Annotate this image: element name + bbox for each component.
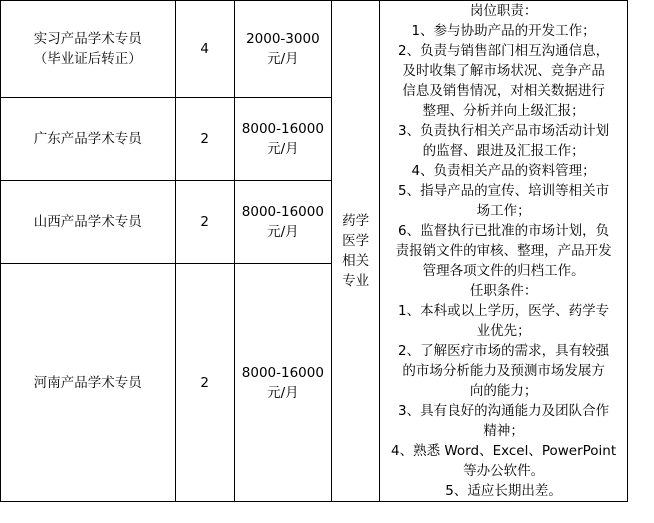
headcount-cell: 2 — [175, 264, 234, 502]
job-description-cell — [380, 1, 628, 502]
job-title-cell — [1, 264, 176, 502]
description-line: 6、监督执行已批准的市场计划，负 — [398, 223, 610, 239]
description-line: 任职条件： — [469, 283, 538, 299]
description-line: 整理、分析并向上级汇报； — [422, 103, 585, 119]
description-line: 业优先； — [476, 323, 531, 339]
major-line: 相关 — [342, 253, 370, 269]
table-row — [1, 1, 628, 98]
salary-cell — [234, 181, 331, 264]
description-line: 3、具有良好的沟通能力及团队合作 — [398, 403, 610, 419]
major-line: 药学 — [342, 213, 370, 229]
salary-line: 元/月 — [267, 141, 299, 157]
description-line: 5、指导产品的宣传、培训等相关市 — [398, 183, 610, 199]
major-cell — [332, 1, 380, 502]
description-line: 4、熟悉 Word、Excel、PowerPoint — [390, 443, 617, 459]
description-line: 1、参与协助产品的开发工作； — [411, 23, 596, 39]
job-title-line: 河南产品学术专员 — [33, 374, 142, 391]
headcount-cell: 4 — [175, 1, 234, 98]
salary-line: 元/月 — [267, 51, 299, 67]
description-line: 5、适应长期出差。 — [445, 483, 562, 499]
description-line: 1、本科或以上学历，医学、药学专 — [398, 303, 610, 319]
job-title-line: 山西产品学术专员 — [33, 214, 142, 230]
major-line: 医学 — [342, 233, 370, 249]
description-line: 及时收集了解市场状况、竞争产品 — [402, 63, 605, 79]
salary-line: 8000-16000 — [241, 364, 324, 381]
headcount-cell: 2 — [175, 181, 234, 264]
description-line: 精神； — [483, 423, 524, 439]
description-line: 场工作； — [476, 203, 531, 219]
major-line: 专业 — [342, 273, 370, 289]
description-line: 2、负责与销售部门相互沟通信息， — [398, 43, 610, 59]
description-line: 岗位职责： — [469, 3, 538, 19]
salary-line: 元/月 — [267, 384, 299, 401]
description-line: 的监督、跟进及汇报工作； — [422, 143, 585, 159]
description-line: 4、负责相关产品的资料管理； — [411, 163, 596, 179]
description-line: 等办公软件。 — [463, 463, 545, 479]
job-title-cell — [1, 181, 176, 264]
salary-line: 8000-16000 — [241, 204, 324, 220]
job-title-line: 广东产品学术专员 — [33, 131, 142, 147]
description-line: 2、了解医疗市场的需求，具有较强 — [398, 343, 610, 359]
job-title-line: （毕业证后转正） — [33, 51, 142, 67]
job-title-cell — [1, 98, 176, 181]
salary-cell — [234, 264, 331, 502]
headcount-cell: 2 — [175, 98, 234, 181]
job-title-line: 实习产品学术专员 — [33, 31, 142, 47]
description-line: 责报销文件的审核、整理，产品开发 — [395, 243, 612, 259]
description-line: 3、负责执行相关产品市场活动计划 — [398, 123, 610, 139]
salary-line: 2000-3000 — [246, 31, 320, 47]
job-title-cell — [1, 1, 176, 98]
salary-line: 元/月 — [267, 224, 299, 240]
description-line: 向的能力； — [469, 383, 538, 399]
salary-cell — [234, 98, 331, 181]
description-line: 管理各项文件的归档工作。 — [422, 263, 585, 279]
description-line: 信息及销售情况，对相关数据进行 — [402, 83, 605, 99]
salary-line: 8000-16000 — [241, 121, 324, 137]
salary-cell — [234, 1, 331, 98]
description-line: 的市场分析能力及预测市场发展方 — [402, 363, 605, 379]
